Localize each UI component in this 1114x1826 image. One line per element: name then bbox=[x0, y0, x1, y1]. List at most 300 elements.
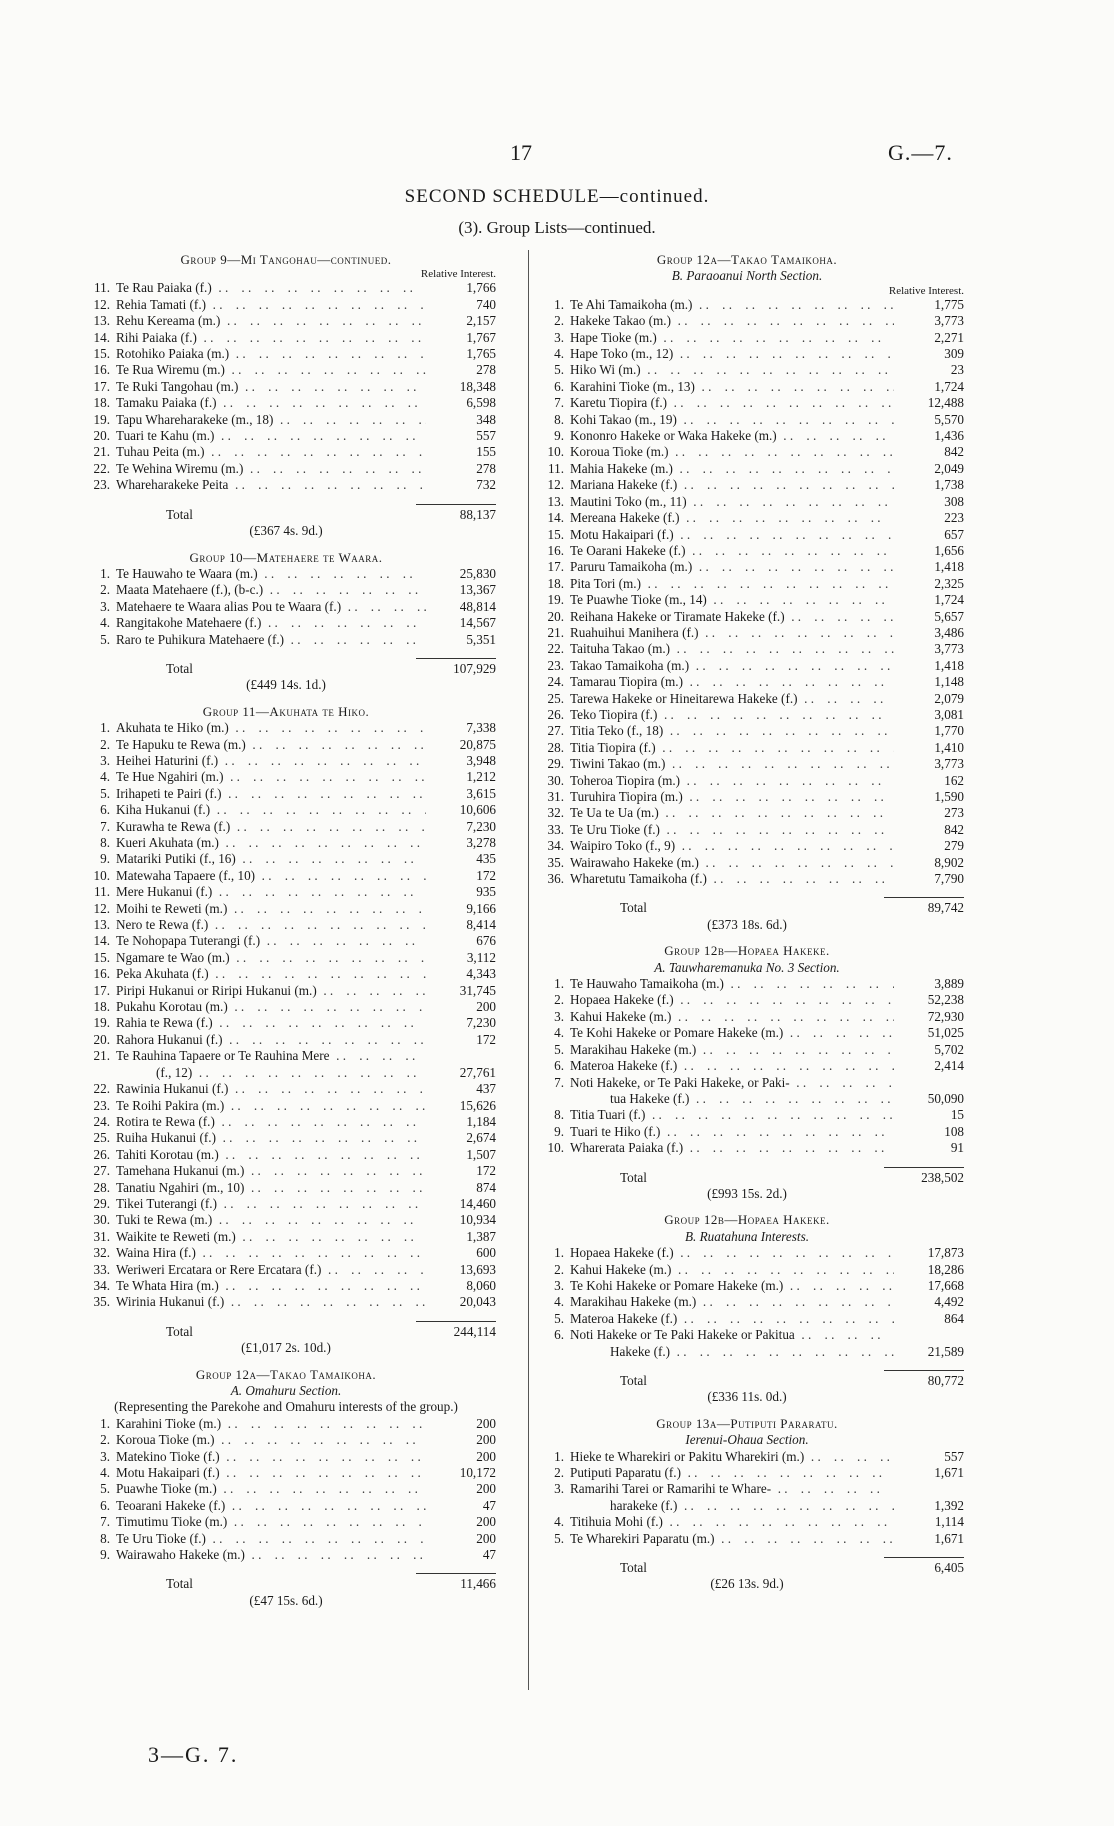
item-number: 7. bbox=[554, 1074, 564, 1090]
item-number: 4. bbox=[554, 1514, 564, 1530]
item-number: 15. bbox=[547, 526, 564, 542]
owner-name: Tanatiu Ngahiri (m., 10) . . bbox=[116, 1180, 426, 1196]
owner-name: Irihapeti te Pairi (f.) . . bbox=[116, 786, 426, 802]
item-number: 6. bbox=[100, 802, 110, 818]
list-item bbox=[530, 1042, 964, 1058]
list-item bbox=[530, 330, 964, 346]
item-number: 1. bbox=[100, 565, 110, 581]
relative-interest-value: 309 bbox=[944, 346, 964, 362]
list-item bbox=[76, 1212, 496, 1228]
item-number: 17. bbox=[93, 378, 110, 394]
item-number: 2. bbox=[100, 1432, 110, 1448]
item-number: 15. bbox=[93, 949, 110, 965]
relative-interest-value: 348 bbox=[476, 411, 496, 427]
relative-interest-value: 935 bbox=[476, 884, 496, 900]
list-item bbox=[76, 819, 496, 835]
item-number: 9. bbox=[100, 851, 110, 867]
list-item bbox=[76, 1163, 496, 1179]
relative-interest-value: 18,286 bbox=[927, 1261, 964, 1277]
list-item bbox=[530, 723, 964, 739]
item-number: 25. bbox=[547, 690, 564, 706]
item-number: 3. bbox=[100, 752, 110, 768]
relative-interest-value: 9,166 bbox=[466, 900, 496, 916]
relative-interest-value: 20,043 bbox=[459, 1294, 496, 1310]
list-item bbox=[530, 1262, 964, 1278]
owner-name: Rahia te Rewa (f.) . . bbox=[116, 1015, 426, 1031]
owner-name: Hopaea Hakeke (f.) . . bbox=[570, 1245, 894, 1261]
list-item bbox=[530, 461, 964, 477]
owner-name: Hopaea Hakeke (f.) . . bbox=[570, 992, 894, 1008]
list-item bbox=[530, 1344, 964, 1360]
owner-name: Kahui Hakeke (m.) . . bbox=[570, 1009, 894, 1025]
item-number: 2. bbox=[100, 582, 110, 598]
list-item bbox=[530, 1140, 964, 1156]
item-number: 14. bbox=[93, 329, 110, 345]
total-label: Total bbox=[620, 900, 647, 916]
owner-name: Reihana Hakeke or Tiramate Hakeke (f.) . . bbox=[570, 609, 894, 625]
list-item bbox=[530, 691, 964, 707]
owner-name: Putiputi Paparatu (f.) . . bbox=[570, 1465, 894, 1481]
owner-name: Koroua Tioke (m.) . . bbox=[116, 1432, 426, 1448]
list-item bbox=[76, 1449, 496, 1465]
relative-interest-value: 2,157 bbox=[466, 313, 496, 329]
owner-name: Paruru Tamaikoha (m.) . . bbox=[570, 559, 894, 575]
list-item bbox=[530, 362, 964, 378]
item-number: 18. bbox=[93, 999, 110, 1015]
owner-name: Matewaha Tapaere (f., 10) . . bbox=[116, 868, 426, 884]
relative-interest-value: 2,079 bbox=[934, 690, 964, 706]
relative-interest-value: 1,775 bbox=[934, 296, 964, 312]
list-item bbox=[76, 428, 496, 444]
relative-interest-value: 874 bbox=[476, 1179, 496, 1195]
list-item bbox=[530, 838, 964, 854]
item-number: 1. bbox=[554, 1245, 564, 1261]
item-number: 27. bbox=[547, 723, 564, 739]
item-number: 12. bbox=[93, 296, 110, 312]
owner-name: Motu Hakaipari (f.) . . bbox=[570, 527, 894, 543]
owner-name: Waipiro Toko (f., 9) . . bbox=[570, 838, 894, 854]
relative-interest-value: 3,278 bbox=[466, 835, 496, 850]
owner-name: Te Whata Hira (m.) . . bbox=[116, 1278, 426, 1294]
relative-interest-value: 3,112 bbox=[466, 949, 496, 965]
relative-interest-value: 437 bbox=[476, 1081, 496, 1097]
list-item bbox=[76, 477, 496, 493]
item-number: 35. bbox=[547, 854, 564, 870]
item-number: 7. bbox=[100, 1514, 110, 1530]
group-block bbox=[530, 943, 964, 1202]
relative-interest-value: 17,873 bbox=[927, 1245, 964, 1261]
owner-name: Kueri Akuhata (m.) . . bbox=[116, 835, 426, 851]
list-item bbox=[530, 379, 964, 395]
owner-name: Nero te Rewa (f.) . . bbox=[116, 917, 426, 933]
relative-interest-value: 15,626 bbox=[459, 1097, 496, 1113]
list-item bbox=[530, 477, 964, 493]
owner-name: Tuhau Peita (m.) . . bbox=[116, 444, 426, 460]
footer-code: 3—G. 7. bbox=[148, 1742, 239, 1767]
owner-name: Materoa Hakeke (f.) . . bbox=[570, 1058, 894, 1074]
owner-name: Toheroa Tiopira (m.) . . bbox=[570, 773, 894, 789]
owner-name: Rahora Hukanui (f.) . . bbox=[116, 1032, 426, 1048]
owner-name: Tamaku Paiaka (f.) . . bbox=[116, 395, 426, 411]
item-number: 5. bbox=[100, 1481, 110, 1497]
relative-interest-value: 1,671 bbox=[934, 1530, 964, 1546]
item-number: 2. bbox=[554, 992, 564, 1008]
relative-interest-value: 200 bbox=[476, 1514, 496, 1530]
list-item bbox=[530, 1294, 964, 1310]
owner-name: Ruiha Hukanui (f.) . . bbox=[116, 1130, 426, 1146]
relative-interest-value: 5,570 bbox=[934, 411, 964, 427]
list-item bbox=[76, 280, 496, 296]
owner-name: Te Kohi Hakeke or Pomare Hakeke (m.) . . bbox=[570, 1025, 894, 1041]
item-number: 16. bbox=[547, 542, 564, 558]
relative-interest-value: 1,418 bbox=[934, 559, 964, 575]
list-item bbox=[76, 1278, 496, 1294]
list-item bbox=[76, 1130, 496, 1146]
group-block bbox=[530, 1416, 964, 1593]
group-block bbox=[76, 1367, 496, 1610]
list-item bbox=[76, 330, 496, 346]
list-item bbox=[530, 543, 964, 559]
relative-interest-value: 7,230 bbox=[466, 818, 496, 834]
owner-name: Te Roihi Pakira (m.) . . bbox=[116, 1098, 426, 1114]
group-block bbox=[530, 252, 964, 933]
owner-name: Takao Tamaikoha (m.) . . bbox=[570, 658, 894, 674]
relative-interest-value: 842 bbox=[944, 821, 964, 837]
relative-interest-value: 1,766 bbox=[466, 280, 496, 296]
group-heading: Group 12a—Takao Tamaikoha. bbox=[656, 252, 838, 267]
item-number: 1. bbox=[100, 720, 110, 736]
list-item bbox=[530, 395, 964, 411]
list-item bbox=[76, 444, 496, 460]
relative-interest-value: 1,387 bbox=[466, 1228, 496, 1244]
owner-name: Hiko Wi (m.) . . bbox=[570, 362, 894, 378]
relative-interest-value: 1,767 bbox=[466, 329, 496, 345]
relative-interest-value: 1,770 bbox=[934, 723, 964, 739]
list-item bbox=[530, 1107, 964, 1123]
item-number: 2. bbox=[554, 1465, 564, 1481]
item-number: 16. bbox=[93, 362, 110, 378]
document-code: G.—7. bbox=[888, 140, 953, 165]
item-number: 6. bbox=[554, 378, 564, 394]
relative-interest-value: 155 bbox=[476, 444, 496, 460]
item-number: 13. bbox=[93, 917, 110, 933]
owner-name: Hape Toko (m., 12) . . bbox=[570, 346, 894, 362]
owner-name: Rehu Kereama (m.) . . bbox=[116, 313, 426, 329]
list-item bbox=[76, 1114, 496, 1130]
list-item bbox=[76, 933, 496, 949]
item-number: 7. bbox=[100, 818, 110, 834]
list-item bbox=[530, 412, 964, 428]
owner-name: Te Rau Paiaka (f.) . . bbox=[116, 280, 426, 296]
item-number: 10. bbox=[547, 444, 564, 460]
relative-interest-value: 15 bbox=[950, 1107, 964, 1123]
owner-name: Mariana Hakeke (f.) . . bbox=[570, 477, 894, 493]
owner-name: Kurawha te Rewa (f.) . . bbox=[116, 819, 426, 835]
section-heading: A. Tauwharemanuka No. 3 Section. bbox=[654, 959, 840, 975]
total-row bbox=[76, 1321, 496, 1340]
relative-interest-value: 3,486 bbox=[934, 624, 964, 640]
relative-interest-value: 162 bbox=[944, 772, 964, 788]
item-number: 9. bbox=[554, 1123, 564, 1139]
list-item bbox=[76, 1531, 496, 1547]
item-number: 4. bbox=[100, 615, 110, 631]
relative-interest-value: 20,875 bbox=[459, 736, 496, 752]
owner-name: Waikite te Reweti (m.) . . bbox=[116, 1229, 426, 1245]
total-value: 244,114 bbox=[416, 1321, 496, 1340]
total-row bbox=[530, 1167, 964, 1186]
owner-name: (f., 12) . . bbox=[156, 1065, 426, 1081]
item-number: 5. bbox=[554, 1041, 564, 1057]
owner-name: Rehia Tamati (f.) . . bbox=[116, 297, 426, 313]
owner-name: Whareharakeke Peita . . bbox=[116, 477, 426, 493]
schedule-title: SECOND SCHEDULE—continued. bbox=[404, 186, 710, 207]
relative-interest-value: 31,745 bbox=[459, 982, 496, 998]
list-item bbox=[76, 615, 496, 631]
owner-name: Kiha Hukanui (f.) . . bbox=[116, 802, 426, 818]
item-number: 9. bbox=[554, 428, 564, 444]
relative-interest-value: 5,702 bbox=[934, 1041, 964, 1057]
owner-name: Pukahu Korotau (m.) . . bbox=[116, 999, 426, 1015]
list-item bbox=[530, 871, 964, 887]
list-item bbox=[76, 917, 496, 933]
list-item bbox=[76, 1015, 496, 1031]
owner-name: Maata Matehaere (f.), (b-c.) . . bbox=[116, 582, 426, 598]
owner-name: Te Wharekiri Paparatu (m.) . . bbox=[570, 1531, 894, 1547]
list-item bbox=[76, 1180, 496, 1196]
relative-interest-value: 600 bbox=[476, 1245, 496, 1261]
item-number: 6. bbox=[100, 1497, 110, 1513]
item-number: 9. bbox=[100, 1547, 110, 1563]
relative-interest-value: 1,418 bbox=[934, 657, 964, 673]
owner-name: Karahini Tioke (m., 13) . . bbox=[570, 379, 894, 395]
relative-interest-value: 200 bbox=[476, 1530, 496, 1546]
item-number: 21. bbox=[93, 1048, 110, 1064]
relative-interest-value: 278 bbox=[476, 460, 496, 476]
item-number: 14. bbox=[93, 933, 110, 949]
relative-interest-value: 172 bbox=[476, 867, 496, 883]
owner-name: Hieke te Wharekiri or Pakitu Wharekiri (m.) . . bbox=[570, 1449, 894, 1465]
list-item bbox=[76, 1547, 496, 1563]
owner-name: Mautini Toko (m., 11) . . bbox=[570, 494, 894, 510]
list-item bbox=[530, 992, 964, 1008]
owner-name: Weriweri Ercatara or Rere Ercatara (f.) . . bbox=[116, 1262, 426, 1278]
relative-interest-value: 172 bbox=[476, 1163, 496, 1179]
list-item bbox=[76, 1032, 496, 1048]
relative-interest-value: 2,049 bbox=[934, 460, 964, 476]
list-item bbox=[76, 379, 496, 395]
relative-interest-value: 3,948 bbox=[466, 752, 496, 768]
relative-interest-value: 10,934 bbox=[459, 1212, 496, 1228]
owner-name: Titia Tiopira (f.) . . bbox=[570, 740, 894, 756]
item-number: 36. bbox=[547, 871, 564, 887]
list-item bbox=[530, 1124, 964, 1140]
owner-name: Moihi te Reweti (m.) . . bbox=[116, 901, 426, 917]
relative-interest-value: 200 bbox=[476, 1448, 496, 1464]
owner-name: Te Puawhe Tioke (m., 14) . . bbox=[570, 592, 894, 608]
owner-name: Te Rauhina Tapaere or Te Rauhina Mere . . bbox=[116, 1048, 426, 1064]
list-item bbox=[530, 1311, 964, 1327]
owner-name: Te Uru Tioke (f.) . . bbox=[116, 1531, 426, 1547]
list-item bbox=[530, 1278, 964, 1294]
list-item bbox=[76, 1098, 496, 1114]
list-item bbox=[76, 950, 496, 966]
relative-interest-value: 279 bbox=[944, 838, 964, 854]
relative-interest-value: 732 bbox=[476, 477, 496, 493]
owner-name: Te Kohi Hakeke or Pomare Hakeke (m.) . . bbox=[570, 1278, 894, 1294]
list-item bbox=[530, 510, 964, 526]
list-item bbox=[530, 428, 964, 444]
item-number: 1. bbox=[554, 1448, 564, 1464]
list-item bbox=[530, 805, 964, 821]
owner-name: Tapu Whareharakeke (m., 18) . . bbox=[116, 412, 426, 428]
list-item bbox=[76, 851, 496, 867]
relative-interest-value: 1,724 bbox=[934, 378, 964, 394]
item-number: 13. bbox=[93, 313, 110, 329]
list-item bbox=[76, 1416, 496, 1432]
relative-interest-value: 10,172 bbox=[459, 1465, 496, 1481]
relative-interest-value: 435 bbox=[476, 851, 496, 867]
list-item bbox=[530, 559, 964, 575]
relative-interest-value: 1,148 bbox=[934, 674, 964, 690]
item-number: 23. bbox=[93, 477, 110, 493]
list-item bbox=[76, 1245, 496, 1261]
total-money: (£993 15s. 2d.) bbox=[707, 1185, 787, 1201]
relative-interest-value: 2,414 bbox=[934, 1058, 964, 1074]
item-number: 32. bbox=[547, 805, 564, 821]
relative-interest-value: 14,460 bbox=[459, 1195, 496, 1211]
owner-name: Tuari te Hiko (f.) . . bbox=[570, 1124, 894, 1140]
relative-interest-value: 200 bbox=[476, 1481, 496, 1497]
item-number: 26. bbox=[547, 706, 564, 722]
item-number: 10. bbox=[93, 867, 110, 883]
item-number: 30. bbox=[93, 1212, 110, 1228]
total-value: 107,929 bbox=[416, 658, 496, 677]
relative-interest-value: 172 bbox=[476, 1031, 496, 1047]
owner-name: harakeke (f.) . . bbox=[610, 1498, 894, 1514]
total-money: (£1,017 2s. 10d.) bbox=[241, 1340, 331, 1356]
owner-name: Hakeke (f.) . . bbox=[610, 1344, 894, 1360]
item-number: 27. bbox=[93, 1163, 110, 1179]
relative-interest-label: Relative Interest. bbox=[888, 284, 964, 297]
list-item bbox=[76, 461, 496, 477]
total-row bbox=[530, 1557, 964, 1576]
list-item bbox=[530, 822, 964, 838]
owner-name: Piripi Hukanui or Riripi Hukanui (m.) . . bbox=[116, 983, 426, 999]
item-number: 20. bbox=[547, 608, 564, 624]
owner-name: Wairawaho Hakeke (m.) . . bbox=[570, 855, 894, 871]
total-value: 6,405 bbox=[884, 1557, 964, 1576]
item-number: 11. bbox=[94, 884, 110, 900]
list-item bbox=[530, 494, 964, 510]
list-item bbox=[530, 527, 964, 543]
owner-name: Noti Hakeke or Te Paki Hakeke or Pakitua . . bbox=[570, 1327, 894, 1343]
total-money: (£26 13s. 9d.) bbox=[710, 1576, 784, 1592]
relative-interest-value: 657 bbox=[944, 526, 964, 542]
column-divider bbox=[528, 250, 529, 1690]
list-item bbox=[530, 707, 964, 723]
relative-interest-value: 223 bbox=[944, 510, 964, 526]
item-number: 33. bbox=[547, 821, 564, 837]
owner-name: Rawinia Hukanui (f.) . . bbox=[116, 1081, 426, 1097]
relative-interest-value: 13,367 bbox=[459, 582, 496, 598]
item-number: 23. bbox=[93, 1097, 110, 1113]
relative-interest-value: 18,348 bbox=[459, 378, 496, 394]
relative-interest-label: Relative Interest. bbox=[420, 268, 496, 281]
total-value: 89,742 bbox=[884, 897, 964, 916]
owner-name: Wharerata Paiaka (f.) . . bbox=[570, 1140, 894, 1156]
owner-name: Ramarihi Tarei or Ramarihi te Whare- . . bbox=[570, 1481, 894, 1497]
section-heading: Ierenui-Ohaua Section. bbox=[685, 1432, 809, 1448]
list-item bbox=[76, 901, 496, 917]
group-block bbox=[76, 550, 496, 694]
total-row bbox=[530, 897, 964, 916]
item-number: 29. bbox=[93, 1195, 110, 1211]
list-item bbox=[530, 1327, 964, 1343]
relative-interest-value: 4,343 bbox=[466, 966, 496, 982]
group-heading: Group 13a—Putiputi Pararatu. bbox=[656, 1415, 838, 1431]
owner-name: Te Ua te Ua (m.) . . bbox=[570, 805, 894, 821]
item-number: 12. bbox=[93, 900, 110, 916]
owner-name: Te Ahi Tamaikoha (m.) . . bbox=[570, 297, 894, 313]
relative-interest-value: 5,657 bbox=[934, 608, 964, 624]
relative-interest-value: 7,790 bbox=[934, 871, 964, 887]
item-number: 24. bbox=[547, 674, 564, 690]
relative-interest-value: 864 bbox=[944, 1310, 964, 1326]
item-number: 34. bbox=[547, 838, 564, 854]
owner-name: Titihuia Mohi (f.) . . bbox=[570, 1514, 894, 1530]
owner-name: Te Wehina Wiremu (m.) . . bbox=[116, 461, 426, 477]
item-number: 2. bbox=[554, 1261, 564, 1277]
relative-interest-value: 278 bbox=[476, 362, 496, 378]
list-item bbox=[76, 1262, 496, 1278]
relative-interest-value: 13,693 bbox=[459, 1261, 496, 1277]
list-item bbox=[76, 1498, 496, 1514]
list-item bbox=[76, 599, 496, 615]
item-number: 19. bbox=[93, 411, 110, 427]
group-heading: Group 11—Akuhata te Hiko. bbox=[202, 703, 370, 719]
relative-interest-value: 47 bbox=[482, 1497, 496, 1513]
owner-name: tua Hakeke (f.) . . bbox=[610, 1091, 894, 1107]
list-item bbox=[530, 313, 964, 329]
item-number: 7. bbox=[554, 395, 564, 411]
list-item bbox=[530, 1025, 964, 1041]
list-item bbox=[530, 789, 964, 805]
item-number: 1. bbox=[100, 1415, 110, 1431]
list-item bbox=[530, 976, 964, 992]
item-number: 31. bbox=[93, 1228, 110, 1244]
relative-interest-value: 1,724 bbox=[934, 592, 964, 608]
relative-interest-value: 1,671 bbox=[934, 1465, 964, 1481]
owner-name: Te Nohopapa Tuterangi (f.) . . bbox=[116, 933, 426, 949]
list-item bbox=[76, 1229, 496, 1245]
list-item bbox=[76, 999, 496, 1015]
relative-interest-value: 1,392 bbox=[934, 1497, 964, 1513]
list-item bbox=[76, 720, 496, 736]
relative-interest-value: 7,230 bbox=[466, 1015, 496, 1031]
list-item bbox=[530, 1009, 964, 1025]
item-number: 10. bbox=[547, 1140, 564, 1156]
relative-interest-value: 308 bbox=[944, 493, 964, 509]
relative-interest-value: 200 bbox=[476, 999, 496, 1015]
owner-name: Kahui Hakeke (m.) . . bbox=[570, 1262, 894, 1278]
owner-name: Rotohiko Paiaka (m.) . . bbox=[116, 346, 426, 362]
group-heading: Group 12a—Takao Tamaikoha. bbox=[195, 1366, 377, 1382]
relative-interest-value: 676 bbox=[476, 933, 496, 949]
relative-interest-value: 740 bbox=[476, 296, 496, 312]
group-block bbox=[76, 704, 496, 1357]
list-item bbox=[530, 1245, 964, 1261]
owner-name: Peka Akuhata (f.) . . bbox=[116, 966, 426, 982]
